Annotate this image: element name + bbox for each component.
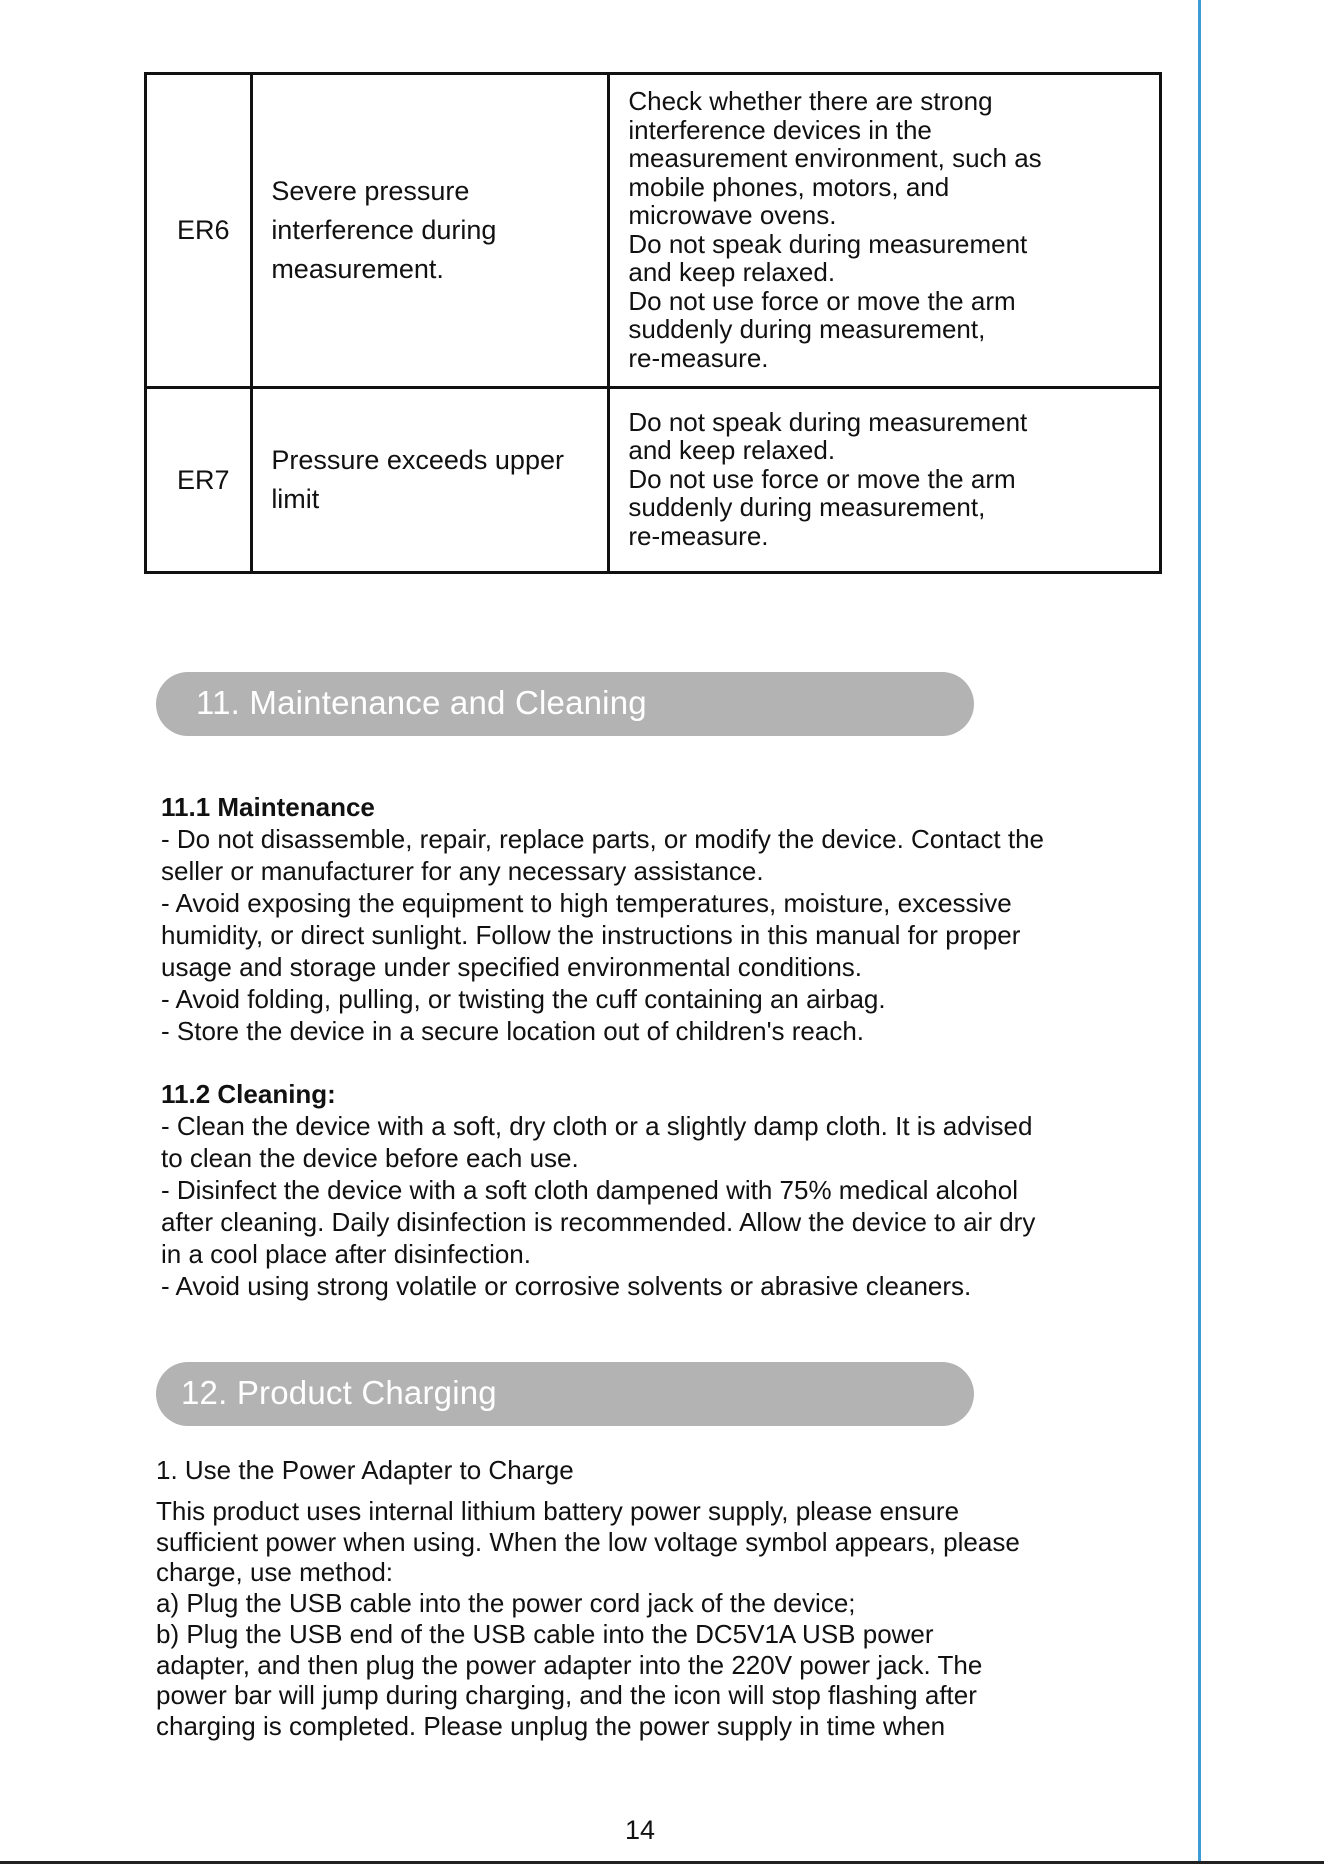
paragraph-line: adapter, and then plug the power adapter into the 220V power jack. The — [156, 1649, 983, 1680]
paragraph-line: - Store the device in a secure location out of children's reach. — [161, 1016, 865, 1046]
paragraph-line: This product uses internal lithium battery power supply, please ensure — [156, 1496, 960, 1526]
paragraph-line: charging is completed. Please unplug the power supply in time when — [156, 1710, 946, 1741]
paragraph-line: humidity, or direct sunlight. Follow the instructions in this manual for proper — [161, 920, 1021, 950]
section-heading: 11.2 Cleaning: — [161, 1079, 336, 1109]
error-code-table — [144, 72, 1162, 574]
error-solution: Check whether there are strong interference devices in the measurement environment, such as mobile phones, motors, and microwave ovens. Do not speak during measurement and keep relaxed. Do not use force or move the arm suddenly during measurement, re-measure. — [609, 74, 1161, 388]
page-bottom-rule — [0, 1861, 1324, 1864]
paragraph-line: a) Plug the USB cable into the power cord jack of the device; — [156, 1588, 856, 1619]
subsection-heading: 1. Use the Power Adapter to Charge — [156, 1455, 574, 1485]
section-title: 11. Maintenance and Cleaning — [196, 684, 647, 721]
cleaning-section — [161, 1078, 1161, 1302]
paragraph-line: seller or manufacturer for any necessary assistance. — [161, 856, 764, 886]
paragraph-line: - Avoid using strong volatile or corrosive solvents or abrasive cleaners. — [161, 1271, 972, 1301]
paragraph-line: - Do not disassemble, repair, replace parts, or modify the device. Contact the — [161, 824, 1044, 854]
page-number: 14 — [624, 1815, 656, 1845]
paragraph-line: - Disinfect the device with a soft cloth dampened with 75% medical alcohol — [161, 1175, 1018, 1205]
maintenance-section — [161, 791, 1161, 1047]
charging-section — [156, 1454, 1166, 1742]
paragraph-line: sufficient power when using. When the low voltage symbol appears, please — [156, 1526, 1020, 1557]
paragraph-line: after cleaning. Daily disinfection is recommended. Allow the device to air dry — [161, 1207, 1036, 1237]
paragraph-line: to clean the device before each use. — [161, 1143, 579, 1173]
error-solution: Do not speak during measurement and keep relaxed. Do not use force or move the arm suddenly during measurement, re-measure. — [609, 388, 1161, 573]
error-cause: Pressure exceeds upper limit — [252, 388, 609, 573]
paragraph-line: charge, use method: — [156, 1557, 394, 1588]
paragraph-line: usage and storage under specified environmental conditions. — [161, 952, 863, 982]
section-banner-charging — [156, 1362, 974, 1426]
error-code: ER7 — [146, 388, 252, 573]
page-edge-rule — [1198, 0, 1201, 1862]
table-row — [146, 74, 1161, 388]
section-heading: 11.1 Maintenance — [161, 792, 375, 822]
error-code: ER6 — [146, 74, 252, 388]
error-cause: Severe pressure interference during measurement. — [252, 74, 609, 388]
paragraph-line: b) Plug the USB end of the USB cable into the DC5V1A USB power — [156, 1618, 934, 1649]
paragraph-line: power bar will jump during charging, and the icon will stop flashing after — [156, 1680, 977, 1711]
paragraph-line: - Clean the device with a soft, dry cloth or a slightly damp cloth. It is advised — [161, 1111, 1033, 1141]
paragraph-line: - Avoid exposing the equipment to high temperatures, moisture, excessive — [161, 888, 1012, 918]
paragraph-line: - Avoid folding, pulling, or twisting the cuff containing an airbag. — [161, 984, 886, 1014]
section-banner-maintenance — [156, 672, 974, 736]
paragraph-line: in a cool place after disinfection. — [161, 1239, 531, 1269]
section-title: 12. Product Charging — [181, 1374, 497, 1411]
table-row — [146, 388, 1161, 573]
